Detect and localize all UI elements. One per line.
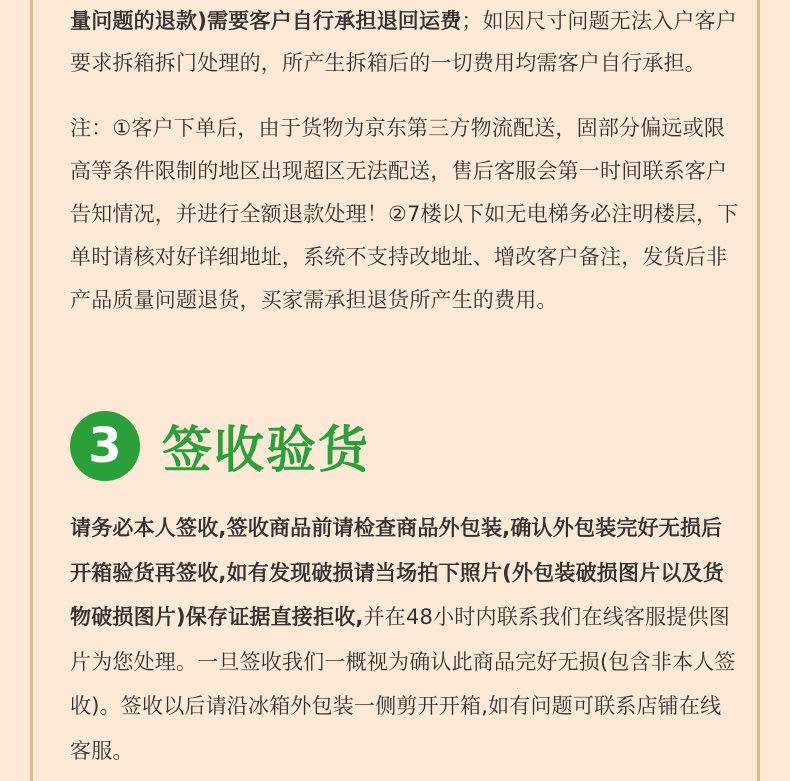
- return-policy-bold-text: 量问题的退款)需要客户自行承担退回运费: [70, 9, 462, 33]
- sign-inspection-bold-text: 请务必本人签收,签收商品前请检查商品外包装,确认外包装完好无损后开箱验货再签收,如有发现破损请当场拍下照片(外包装破损图片以及货物破损图片)保存证据直接拒收,: [70, 516, 724, 629]
- section-title: 签收验货: [162, 421, 370, 479]
- section-number-badge: 3: [70, 411, 140, 481]
- delivery-note-paragraph: 注：①客户下单后，由于货物为京东第三方物流配送，固部分偏远或限高等条件限制的地区出现超区无法配送，售后客服会第一时间联系客户告知情况，并进行全额退款处理！②7楼以下如无电梯务必注明楼层，下单时请核对好详细地址，系统不支持改地址、增改客户备注，发货后非产品质量问题退货，买家需承担退货所产生的费用。: [70, 116, 739, 312]
- return-policy-text: ；如因尺寸问题无法入户客户要求拆箱拆门处理的，所产生拆箱后的一切费用均需客户自行承担。: [70, 9, 738, 75]
- return-policy-paragraph: [70, 0, 740, 84]
- sign-inspection-text: 并在48小时内联系我们在线客服提供图片为您处理。一旦签收我们一概视为确认此商品完好无损(包含非本人签收)。签收以后请沿冰箱外包装一侧剪开开箱,如有问题可联系店铺在线客服。: [70, 605, 736, 763]
- section-3-header: [70, 408, 370, 484]
- sign-inspection-paragraph: [70, 506, 740, 773]
